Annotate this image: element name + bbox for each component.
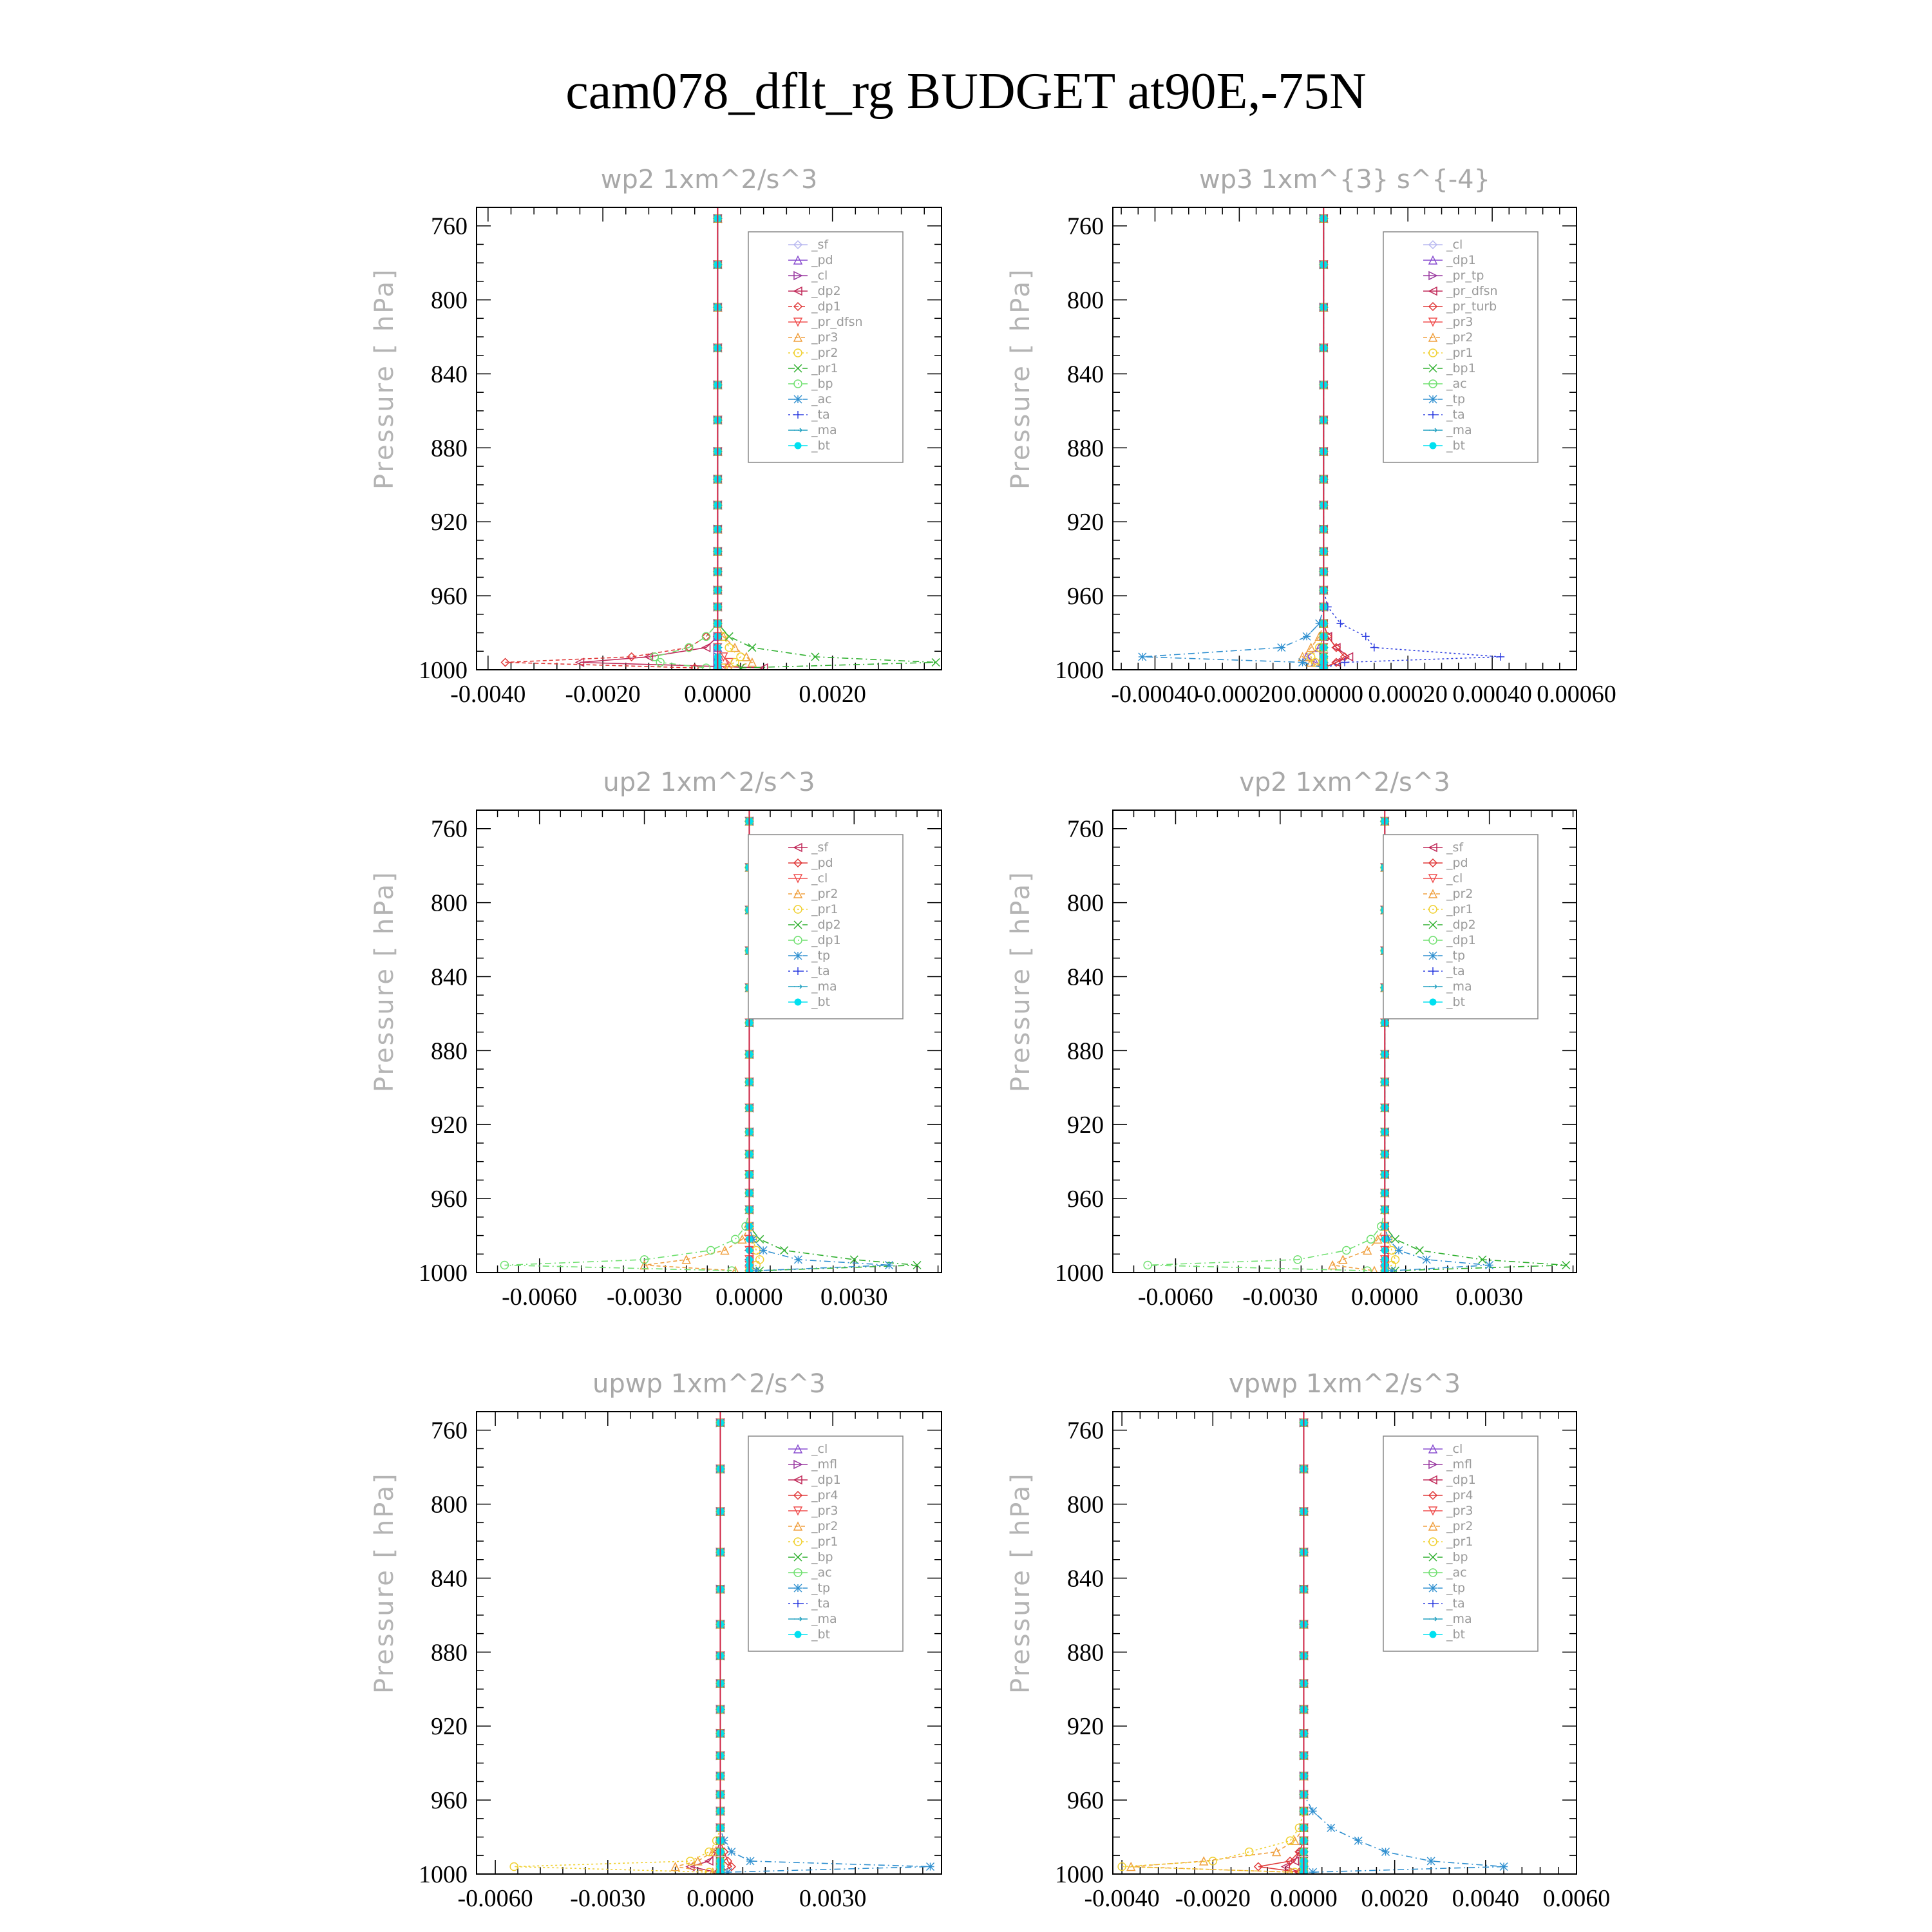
legend-label-ac: _ac bbox=[811, 392, 832, 406]
panel-title-up2: up2 1xm^2/s^3 bbox=[603, 768, 815, 797]
data-point-tp bbox=[1427, 1857, 1435, 1865]
y-tick-label-upwp: 760 bbox=[431, 1417, 468, 1444]
y-tick-label-upwp: 1000 bbox=[419, 1861, 468, 1888]
legend-label-sf: _sf bbox=[811, 840, 829, 855]
x-tick-label-vpwp: -0.0020 bbox=[1175, 1885, 1251, 1912]
legend-label-mfl: _mfl bbox=[811, 1457, 837, 1472]
legend-label-pr1: _pr1 bbox=[1446, 1535, 1473, 1549]
legend-label-sf: _sf bbox=[1446, 840, 1464, 855]
x-tick-label-vpwp: 0.0000 bbox=[1270, 1885, 1338, 1912]
legend-label-pr3: _pr3 bbox=[811, 1504, 838, 1518]
legend-label-pr3: _pr3 bbox=[811, 330, 838, 345]
legend-marker-bt bbox=[1430, 1631, 1436, 1638]
legend-wp3 bbox=[1383, 232, 1538, 462]
y-tick-label-vp2: 1000 bbox=[1055, 1260, 1104, 1287]
legend-label-cl: _cl bbox=[1446, 1442, 1463, 1456]
legend-marker-bt bbox=[1430, 999, 1436, 1005]
legend-label-tp: _tp bbox=[811, 1581, 831, 1595]
legend-label-pr2: _pr2 bbox=[1446, 330, 1473, 345]
legend-label-pr1: _pr1 bbox=[1446, 346, 1473, 360]
legend-label-ta: _ta bbox=[811, 964, 830, 978]
legend-marker-tp bbox=[794, 952, 802, 960]
data-point-tp bbox=[1486, 1262, 1493, 1269]
legend-marker-tp bbox=[1429, 395, 1437, 403]
legend-label-pr1: _pr1 bbox=[811, 1535, 838, 1549]
legend-label-pr3: _pr3 bbox=[1446, 1504, 1473, 1518]
legend-marker-bt bbox=[795, 442, 801, 449]
legend-label-bt: _bt bbox=[811, 439, 831, 453]
y-tick-label-wp2: 760 bbox=[431, 213, 468, 240]
y-tick-label-vp2: 960 bbox=[1067, 1186, 1104, 1213]
x-tick-label-wp3: 0.00060 bbox=[1537, 681, 1616, 708]
y-axis-label-up2: Pressure [ hPa] bbox=[370, 870, 399, 1092]
y-tick-label-wp2: 800 bbox=[431, 287, 468, 314]
y-tick-label-up2: 840 bbox=[431, 963, 468, 991]
data-point-tp bbox=[886, 1262, 893, 1269]
panel-title-vp2: vp2 1xm^2/s^3 bbox=[1239, 768, 1450, 797]
y-tick-label-vpwp: 800 bbox=[1067, 1491, 1104, 1519]
legend-marker-ac bbox=[794, 395, 802, 403]
legend-label-ac: _ac bbox=[1446, 1566, 1467, 1580]
legend-wp2 bbox=[748, 232, 903, 462]
legend-label-cl: _cl bbox=[1446, 238, 1463, 252]
legend-label-ma: _ma bbox=[1446, 423, 1472, 437]
y-tick-label-vpwp: 920 bbox=[1067, 1713, 1104, 1741]
y-tick-label-vpwp: 840 bbox=[1067, 1565, 1104, 1593]
data-point-tp bbox=[794, 1256, 802, 1264]
legend-label-dp2: _dp2 bbox=[811, 284, 841, 298]
panel-title-vpwp: vpwp 1xm^2/s^3 bbox=[1228, 1369, 1461, 1399]
panel-title-wp2: wp2 1xm^2/s^3 bbox=[600, 165, 818, 194]
x-tick-label-vp2: -0.0030 bbox=[1242, 1283, 1318, 1311]
y-tick-label-vp2: 800 bbox=[1067, 889, 1104, 917]
legend-label-tp: _tp bbox=[1446, 1581, 1466, 1595]
legend-label-bt: _bt bbox=[1446, 1627, 1466, 1642]
legend-marker-tp bbox=[1429, 1584, 1437, 1592]
legend-label-bp1: _bp1 bbox=[1446, 361, 1476, 375]
x-tick-label-wp3: -0.00020 bbox=[1195, 681, 1283, 708]
legend-label-pr1: _pr1 bbox=[811, 902, 838, 916]
data-point-tp bbox=[1500, 1863, 1508, 1871]
y-tick-label-vp2: 920 bbox=[1067, 1112, 1104, 1139]
legend-label-pd: _pd bbox=[811, 253, 833, 267]
legend-label-tp: _tp bbox=[1446, 949, 1466, 963]
legend-label-bt: _bt bbox=[811, 995, 831, 1009]
legend-upwp bbox=[748, 1436, 903, 1651]
legend-label-ta: _ta bbox=[811, 1596, 830, 1611]
x-tick-label-vp2: 0.0000 bbox=[1351, 1283, 1419, 1311]
y-tick-label-wp3: 840 bbox=[1067, 361, 1104, 388]
legend-marker-bt bbox=[795, 1631, 801, 1638]
legend-label-cl: _cl bbox=[811, 269, 828, 283]
legend-label-cl: _cl bbox=[1446, 871, 1463, 886]
y-tick-label-wp3: 960 bbox=[1067, 583, 1104, 611]
legend-label-ma: _ma bbox=[1446, 980, 1472, 994]
y-tick-label-vpwp: 760 bbox=[1067, 1417, 1104, 1444]
legend-label-dp2: _dp2 bbox=[1446, 918, 1476, 932]
legend-up2 bbox=[748, 835, 903, 1019]
y-tick-label-up2: 880 bbox=[431, 1037, 468, 1065]
data-point-tp bbox=[1139, 653, 1146, 661]
legend-label-pr4: _pr4 bbox=[1446, 1488, 1473, 1502]
legend-label-pr2: _pr2 bbox=[1446, 1519, 1473, 1533]
panel-title-wp3: wp3 1xm^{3} s^{-4} bbox=[1198, 165, 1491, 194]
legend-label-dp1: _dp1 bbox=[1446, 253, 1476, 267]
legend-label-ma: _ma bbox=[811, 980, 837, 994]
y-tick-label-up2: 960 bbox=[431, 1186, 468, 1213]
y-tick-label-upwp: 800 bbox=[431, 1491, 468, 1519]
x-tick-label-upwp: -0.0030 bbox=[570, 1885, 646, 1912]
data-point-tp bbox=[1278, 644, 1285, 652]
legend-label-tp: _tp bbox=[811, 949, 831, 963]
data-point-tp bbox=[927, 1863, 934, 1871]
x-tick-label-wp3: 0.00020 bbox=[1368, 681, 1448, 708]
y-axis-label-upwp: Pressure [ hPa] bbox=[370, 1472, 399, 1694]
y-tick-label-up2: 1000 bbox=[419, 1260, 468, 1287]
y-axis-label-vpwp: Pressure [ hPa] bbox=[1006, 1472, 1036, 1694]
y-tick-label-vpwp: 880 bbox=[1067, 1639, 1104, 1667]
y-tick-label-vp2: 760 bbox=[1067, 815, 1104, 843]
legend-label-ma: _ma bbox=[811, 423, 837, 437]
legend-marker-bt bbox=[795, 999, 801, 1005]
data-point-tp bbox=[728, 1848, 735, 1856]
y-tick-label-vpwp: 1000 bbox=[1055, 1861, 1104, 1888]
y-tick-label-vp2: 880 bbox=[1067, 1037, 1104, 1065]
legend-marker-tp bbox=[1429, 952, 1437, 960]
legend-label-tp: _tp bbox=[1446, 392, 1466, 406]
legend-label-dp1: _dp1 bbox=[1446, 933, 1476, 947]
x-tick-label-wp3: -0.00040 bbox=[1111, 681, 1199, 708]
x-tick-label-up2: -0.0060 bbox=[502, 1283, 578, 1311]
legend-label-pr_dfsn: _pr_dfsn bbox=[1446, 284, 1498, 298]
data-point-tp bbox=[759, 1247, 767, 1255]
data-point-tp bbox=[1354, 1837, 1362, 1844]
y-axis-label-vp2: Pressure [ hPa] bbox=[1006, 870, 1036, 1092]
x-tick-label-up2: -0.0030 bbox=[606, 1283, 683, 1311]
legend-label-bt: _bt bbox=[1446, 439, 1466, 453]
x-tick-label-upwp: -0.0060 bbox=[457, 1885, 533, 1912]
y-tick-label-wp3: 760 bbox=[1067, 213, 1104, 240]
y-tick-label-upwp: 840 bbox=[431, 1565, 468, 1593]
x-tick-label-wp3: 0.00000 bbox=[1283, 681, 1364, 708]
x-tick-label-vpwp: -0.0040 bbox=[1084, 1885, 1160, 1912]
y-tick-label-wp2: 1000 bbox=[419, 657, 468, 684]
y-tick-label-upwp: 880 bbox=[431, 1639, 468, 1667]
y-tick-label-wp2: 960 bbox=[431, 583, 468, 611]
legend-marker-tp bbox=[794, 1584, 802, 1592]
data-point-tp bbox=[1382, 1848, 1390, 1856]
legend-label-dp1: _dp1 bbox=[811, 299, 841, 314]
legend-label-pr2: _pr2 bbox=[811, 887, 838, 901]
x-tick-label-up2: 0.0030 bbox=[820, 1283, 888, 1311]
y-tick-label-wp3: 880 bbox=[1067, 435, 1104, 462]
legend-vp2 bbox=[1383, 835, 1538, 1019]
legend-label-ta: _ta bbox=[811, 408, 830, 422]
legend-label-bt: _bt bbox=[1446, 995, 1466, 1009]
legend-label-pr1: _pr1 bbox=[811, 361, 838, 375]
y-tick-label-vpwp: 960 bbox=[1067, 1787, 1104, 1815]
legend-label-dp1: _dp1 bbox=[1446, 1473, 1476, 1487]
y-tick-label-upwp: 920 bbox=[431, 1713, 468, 1741]
data-point-tp bbox=[1423, 1256, 1430, 1264]
y-axis-label-wp2: Pressure [ hPa] bbox=[370, 267, 399, 489]
y-tick-label-upwp: 960 bbox=[431, 1787, 468, 1815]
x-tick-label-vp2: 0.0030 bbox=[1455, 1283, 1523, 1311]
legend-marker-bt bbox=[1430, 442, 1436, 449]
legend-label-mfl: _mfl bbox=[1446, 1457, 1472, 1472]
x-tick-label-up2: 0.0000 bbox=[715, 1283, 783, 1311]
x-tick-label-wp2: 0.0020 bbox=[799, 681, 866, 708]
panel-title-upwp: upwp 1xm^2/s^3 bbox=[592, 1369, 826, 1399]
legend-label-pr_dfsn: _pr_dfsn bbox=[811, 315, 863, 329]
data-point-tp bbox=[1395, 1247, 1403, 1255]
data-point-tp bbox=[1327, 1824, 1335, 1832]
legend-label-pr2: _pr2 bbox=[811, 346, 838, 360]
legend-label-pr3: _pr3 bbox=[1446, 315, 1473, 329]
y-tick-label-wp3: 920 bbox=[1067, 509, 1104, 536]
legend-label-sf: _sf bbox=[811, 238, 829, 252]
legend-vpwp bbox=[1383, 1436, 1538, 1651]
y-tick-label-wp2: 920 bbox=[431, 509, 468, 536]
legend-label-ac: _ac bbox=[811, 1566, 832, 1580]
legend-label-ma: _ma bbox=[811, 1612, 837, 1626]
legend-label-pd: _pd bbox=[811, 856, 833, 870]
y-axis-label-wp3: Pressure [ hPa] bbox=[1006, 267, 1036, 489]
legend-label-cl: _cl bbox=[811, 1442, 828, 1456]
x-tick-label-upwp: 0.0000 bbox=[687, 1885, 754, 1912]
legend-label-pr_turb: _pr_turb bbox=[1446, 299, 1497, 314]
x-tick-label-wp2: -0.0040 bbox=[450, 681, 526, 708]
legend-label-ac: _ac bbox=[1446, 377, 1467, 391]
y-tick-label-vp2: 840 bbox=[1067, 963, 1104, 991]
y-tick-label-wp2: 880 bbox=[431, 435, 468, 462]
legend-label-pr4: _pr4 bbox=[811, 1488, 838, 1502]
figure-title: cam078_dflt_rg BUDGET at90E,-75N bbox=[565, 63, 1367, 120]
data-point-tp bbox=[746, 1857, 754, 1865]
legend-label-pr2: _pr2 bbox=[811, 1519, 838, 1533]
legend-label-bp: _bp bbox=[811, 377, 833, 391]
x-tick-label-vpwp: 0.0040 bbox=[1452, 1885, 1520, 1912]
y-tick-label-wp3: 800 bbox=[1067, 287, 1104, 314]
y-tick-label-up2: 920 bbox=[431, 1112, 468, 1139]
legend-label-cl: _cl bbox=[811, 871, 828, 886]
legend-label-ta: _ta bbox=[1446, 964, 1465, 978]
legend-label-ta: _ta bbox=[1446, 408, 1465, 422]
x-tick-label-vp2: -0.0060 bbox=[1137, 1283, 1214, 1311]
legend-label-pr1: _pr1 bbox=[1446, 902, 1473, 916]
legend-label-dp1: _dp1 bbox=[811, 1473, 841, 1487]
data-point-tp bbox=[1309, 1807, 1317, 1815]
legend-label-bp: _bp bbox=[811, 1550, 833, 1564]
legend-label-pd: _pd bbox=[1446, 856, 1468, 870]
x-tick-label-vpwp: 0.0060 bbox=[1542, 1885, 1611, 1912]
legend-label-ta: _ta bbox=[1446, 1596, 1465, 1611]
x-tick-label-wp2: 0.0000 bbox=[684, 681, 752, 708]
legend-label-bp: _bp bbox=[1446, 1550, 1468, 1564]
legend-label-pr_tp: _pr_tp bbox=[1446, 269, 1484, 283]
y-tick-label-up2: 760 bbox=[431, 815, 468, 843]
legend-label-pr2: _pr2 bbox=[1446, 887, 1473, 901]
x-tick-label-upwp: 0.0030 bbox=[799, 1885, 867, 1912]
x-tick-label-wp2: -0.0020 bbox=[565, 681, 641, 708]
y-tick-label-up2: 800 bbox=[431, 889, 468, 917]
y-tick-label-wp2: 840 bbox=[431, 361, 468, 388]
legend-label-dp2: _dp2 bbox=[811, 918, 841, 932]
legend-label-bt: _bt bbox=[811, 1627, 831, 1642]
legend-label-ma: _ma bbox=[1446, 1612, 1472, 1626]
x-tick-label-vpwp: 0.0020 bbox=[1361, 1885, 1428, 1912]
x-tick-label-wp3: 0.00040 bbox=[1452, 681, 1532, 708]
y-tick-label-wp3: 1000 bbox=[1055, 657, 1104, 684]
data-point-tp bbox=[1303, 632, 1311, 640]
legend-label-dp1: _dp1 bbox=[811, 933, 841, 947]
data-point-tp bbox=[1299, 659, 1307, 667]
